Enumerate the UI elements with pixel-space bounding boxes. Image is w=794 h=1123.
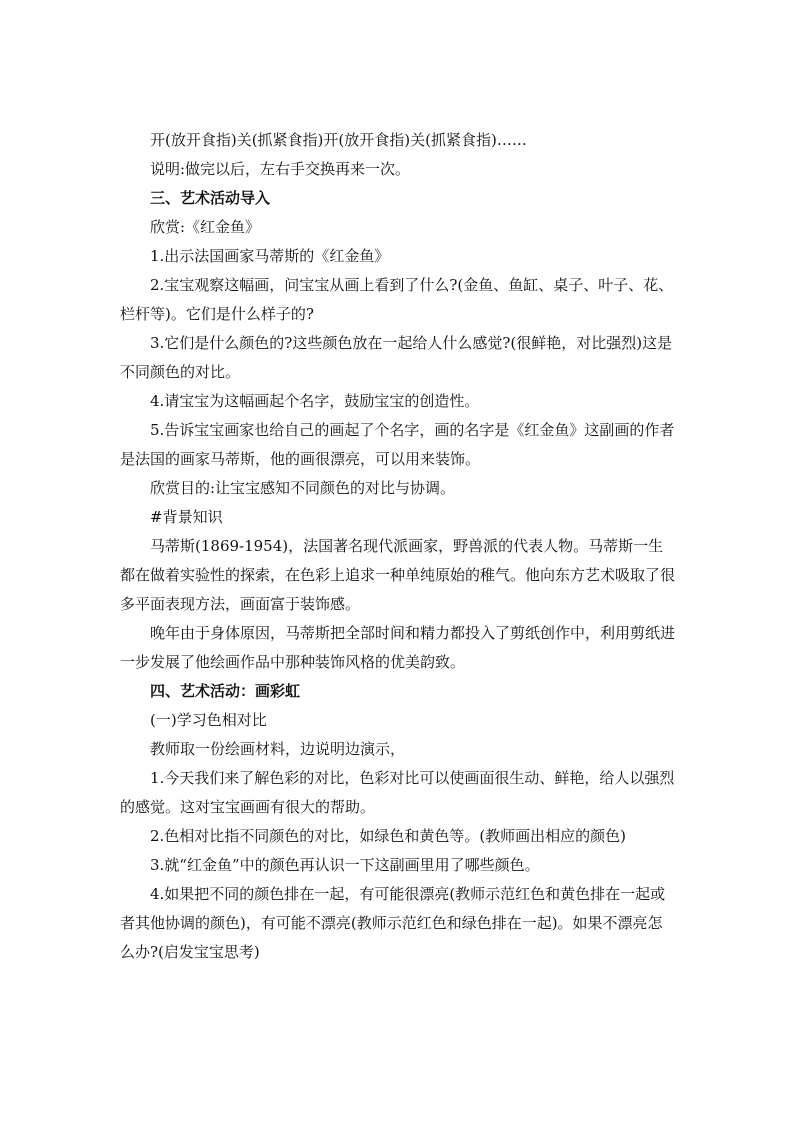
paragraph-step-1: 1.出示法国画家马蒂斯的《红金鱼》 [150, 247, 390, 265]
paragraph-step-4: 4.请宝宝为这幅画起个名字，鼓励宝宝的创造性。 [150, 392, 480, 410]
document-body [120, 126, 676, 967]
paragraph-step-2: 2.宝宝观察这幅画，问宝宝从画上看到了什么?(金鱼、鱼缸、桌子、叶子、花、栏杆等)。它们是什么样子的? [120, 276, 674, 323]
paragraph-contrast-1: 1.今天我们来了解色彩的对比，色彩对比可以使画面很生动、鲜艳，给人以强烈的感觉。这对宝宝画画有很大的帮助。 [120, 769, 675, 816]
paragraph-step-3: 3.它们是什么颜色的?这些颜色放在一起给人什么感觉?(很鲜艳，对比强烈)这是不同颜色的对比。 [120, 334, 673, 381]
paragraph-background-tag: #背景知识 [150, 508, 223, 526]
paragraph-finger-game: 开(放开食指)关(抓紧食指)开(放开食指)关(抓紧食指)…… [150, 131, 527, 149]
section-heading-4: 四、艺术活动：画彩虹 [150, 682, 301, 700]
paragraph-contrast-4: 4.如果把不同的颜色排在一起，有可能很漂亮(教师示范红色和黄色排在一起或者其他协调的颜色)，有可能不漂亮(教师示范红色和绿色排在一起)。如果不漂亮怎么办?(启发宝宝思考) [120, 885, 666, 961]
paragraph-contrast-2: 2.色相对比指不同颜色的对比，如绿色和黄色等。(教师画出相应的颜色) [150, 827, 627, 845]
paragraph-purpose: 欣赏目的:让宝宝感知不同颜色的对比与协调。 [150, 479, 456, 497]
paragraph-matisse-bio: 马蒂斯(1869-1954)，法国著名现代派画家，野兽派的代表人物。马蒂斯一生都在做着实验性的探索，在色彩上追求一种单纯原始的稚气。他向东方艺术吸取了很多平面表现方法，画面富于装饰感。 [120, 537, 676, 613]
paragraph-subsection-1: (一)学习色相对比 [150, 711, 267, 729]
paragraph-step-5: 5.告诉宝宝画家也给自己的画起了个名字，画的名字是《红金鱼》这副画的作者是法国的画家马蒂斯，他的画很漂亮，可以用来装饰。 [120, 421, 675, 468]
paragraph-contrast-3: 3.就“红金鱼”中的颜色再认识一下这副画里用了哪些颜色。 [150, 856, 540, 874]
paragraph-matisse-later: 晚年由于身体原因，马蒂斯把全部时间和精力都投入了剪纸创作中，利用剪纸进一步发展了他绘画作品中那种装饰风格的优美韵致。 [120, 624, 676, 671]
paragraph-teacher-demo: 教师取一份绘画材料，边说明边演示， [150, 740, 406, 758]
section-heading-3: 三、艺术活动导入 [150, 189, 271, 207]
paragraph-note: 说明:做完以后，左右手交换再来一次。 [150, 160, 411, 178]
paragraph-appreciation: 欣赏:《红金鱼》 [150, 218, 261, 236]
